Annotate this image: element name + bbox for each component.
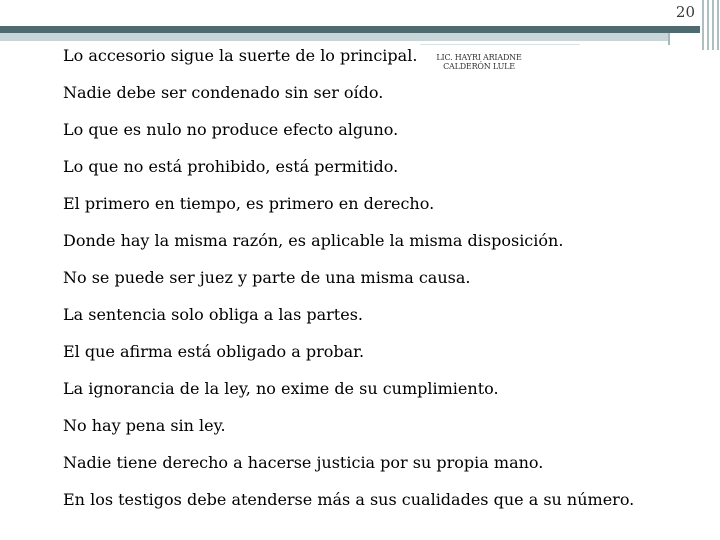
- maxim-item: Nadie tiene derecho a hacerse justicia por su propia mano.: [63, 453, 544, 472]
- maxim-item: No hay pena sin ley.: [63, 416, 226, 435]
- maxim-item: Lo que es nulo no produce efecto alguno.: [63, 120, 399, 139]
- maxim-item: La sentencia solo obliga a las partes.: [63, 305, 363, 324]
- maxim-item: Donde hay la misma razón, es aplicable la misma disposición.: [63, 231, 564, 250]
- maxim-item: Lo accesorio sigue la suerte de lo principal.: [63, 46, 418, 65]
- maxim-item: El primero en tiempo, es primero en derecho.: [63, 194, 435, 213]
- page-number: 20: [675, 3, 695, 21]
- header-band-gap: [668, 33, 700, 41]
- maxim-item: La ignorancia de la ley, no exime de su cumplimiento.: [63, 379, 499, 398]
- stripe: [717, 0, 719, 50]
- header-band-dark: [0, 26, 700, 33]
- header-divider: [668, 33, 670, 45]
- author-name-line2: CALDERÓN LULE: [443, 62, 515, 71]
- maxim-item: En los testigos debe atenderse más a sus cualidades que a su número.: [63, 490, 635, 509]
- maxim-item: No se puede ser juez y parte de una misma causa.: [63, 268, 471, 287]
- maxim-item: Lo que no está prohibido, está permitido.: [63, 157, 399, 176]
- corner-stripes: [700, 0, 720, 50]
- stripe: [702, 0, 704, 50]
- maxims-list: [63, 42, 634, 523]
- author-name-line1: LIC. HAYRI ARIADNE: [436, 53, 522, 62]
- maxim-item: El que afirma está obligado a probar.: [63, 342, 365, 361]
- stripe: [707, 0, 709, 50]
- header-band-light: [0, 33, 668, 41]
- stripe: [712, 0, 714, 50]
- maxim-item: Nadie debe ser condenado sin ser oído.: [63, 83, 384, 102]
